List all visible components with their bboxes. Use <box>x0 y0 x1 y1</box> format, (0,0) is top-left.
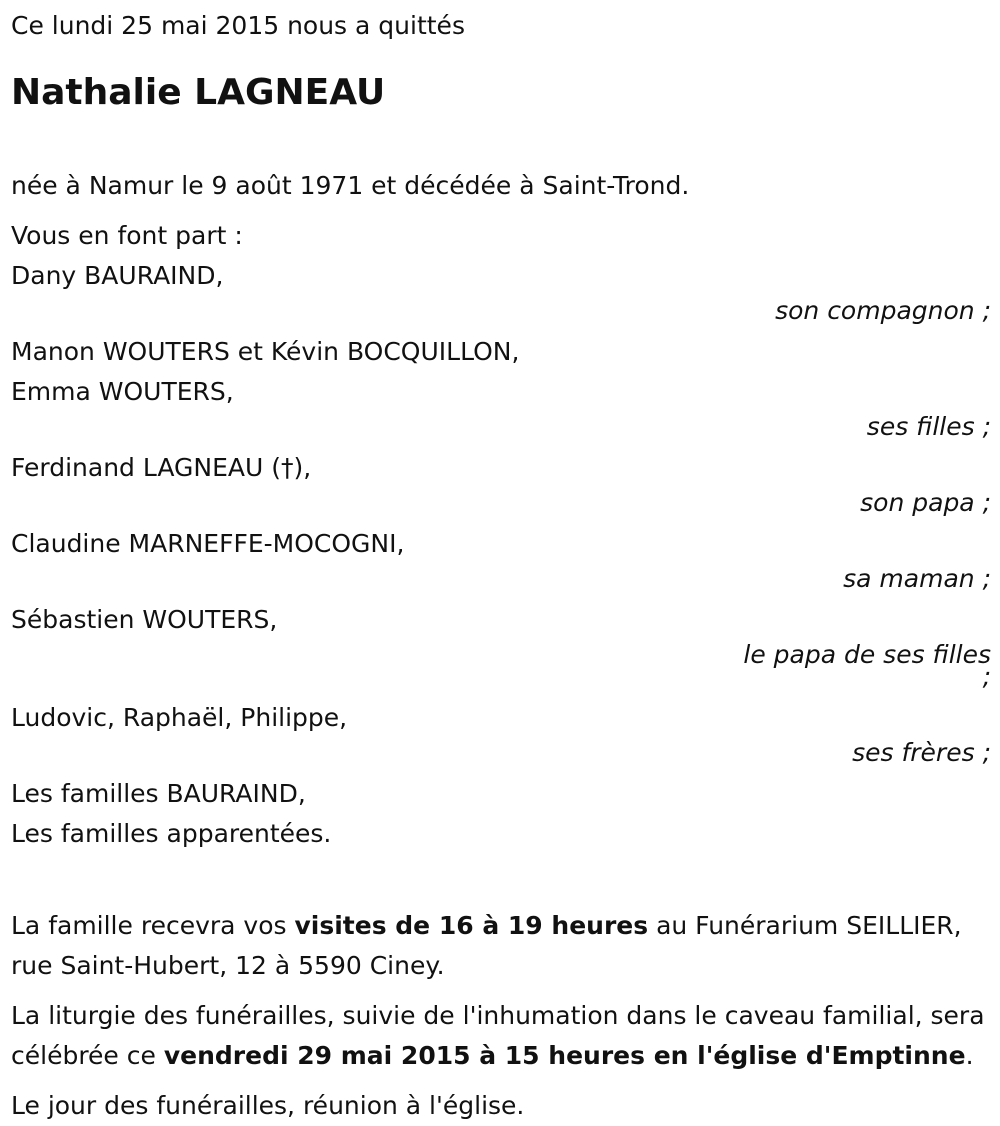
relative-name: Ferdinand LAGNEAU (†), <box>11 453 312 482</box>
relative-name: Sébastien WOUTERS, <box>11 605 278 634</box>
intro-text: Ce lundi 25 mai 2015 nous a quittés <box>11 11 465 40</box>
relative-name: Claudine MARNEFFE-MOCOGNI, <box>11 529 405 558</box>
relative-name: Ludovic, Raphaël, Philippe, <box>11 703 348 732</box>
relation-label: ses filles ; <box>866 412 991 441</box>
relative-group-2 <box>11 332 991 448</box>
relative-group-1 <box>11 256 991 332</box>
relative-name: Manon WOUTERS et Kévin BOCQUILLON, <box>11 337 520 366</box>
deceased-name: Nathalie LAGNEAU <box>11 72 386 113</box>
liturgy-prefix: La liturgie des funérailles, suivie de l'inhumation dans le caveau familial, sera célébrée ce <box>11 1001 985 1070</box>
families-block <box>11 774 991 854</box>
meeting-paragraph: Le jour des funérailles, réunion à l'église. <box>11 1091 525 1120</box>
relation-label: ses frères ; <box>852 738 991 767</box>
relation-label: son compagnon ; <box>775 296 991 325</box>
liturgy-paragraph <box>11 996 991 1076</box>
birth-death-text: née à Namur le 9 août 1971 et décédée à Saint-Trond. <box>11 171 690 200</box>
relative-group-5 <box>11 600 991 698</box>
visits-hours: visites de 16 à 19 heures <box>294 911 649 940</box>
visits-prefix: La famille recevra vos <box>11 911 295 940</box>
visits-paragraph <box>11 906 991 986</box>
relative-name: Dany BAURAIND, <box>11 261 224 290</box>
relation-label: sa maman ; <box>843 564 991 593</box>
relative-group-6 <box>11 698 991 774</box>
relative-group-4 <box>11 524 991 600</box>
announcement-label: Vous en font part : <box>11 221 243 250</box>
liturgy-datetime: vendredi 29 mai 2015 à 15 heures en l'église d'Emptinne <box>163 1041 966 1070</box>
relation-wrap <box>11 640 991 698</box>
relation-label: son papa ; <box>860 488 991 517</box>
family-line: Les familles BAURAIND, <box>11 779 306 808</box>
relation-label: le papa de ses filles ; <box>743 640 991 691</box>
relative-name: Emma WOUTERS, <box>11 377 234 406</box>
relative-group-3 <box>11 448 991 524</box>
obituary-notice <box>11 6 991 1126</box>
visits-suffix: au Funérarium SEILLIER, rue Saint-Hubert, 12 à 5590 Ciney. <box>11 911 962 980</box>
liturgy-suffix: . <box>965 1041 974 1070</box>
family-line: Les familles apparentées. <box>11 819 332 848</box>
